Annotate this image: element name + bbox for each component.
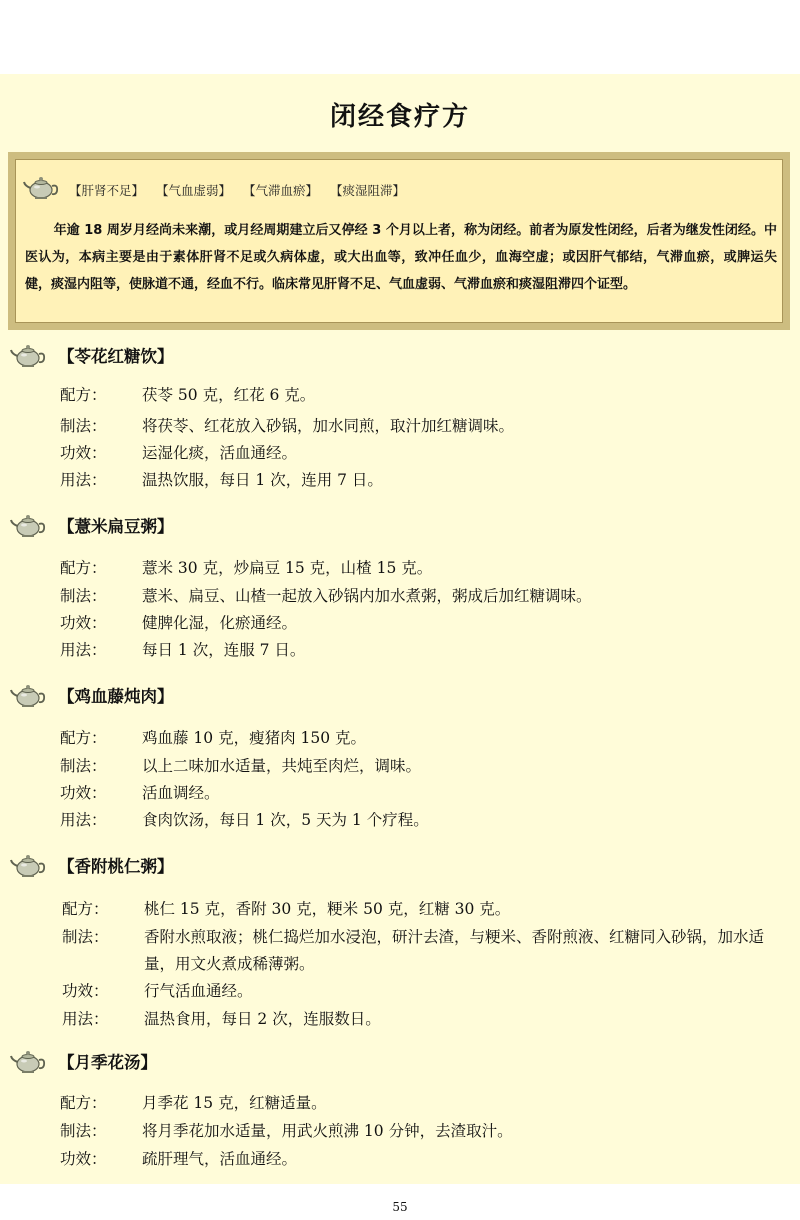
syndrome-tag: 【气血虚弱】 — [156, 183, 232, 198]
row-value: 将月季花加水适量，用武火煎沸 10 分钟，去渣取汁。 — [142, 1122, 513, 1140]
recipe-row — [60, 382, 790, 409]
recipe-row — [60, 440, 790, 467]
syndrome-list — [69, 181, 413, 199]
syndrome-tag: 【肝肾不足】 — [69, 183, 145, 198]
recipe-title: 【鸡血藤炖肉】 — [58, 687, 174, 706]
row-label: 配方： — [62, 900, 109, 918]
row-label: 制法： — [60, 587, 107, 605]
recipe-row — [60, 467, 790, 494]
recipe-header — [10, 340, 174, 370]
recipe-row — [60, 610, 790, 637]
recipe-header — [10, 510, 174, 540]
recipe-header — [10, 1046, 157, 1076]
row-value: 桃仁 15 克，香附 30 克，粳米 50 克，红糖 30 克。 — [144, 900, 511, 918]
recipe-row — [60, 555, 790, 582]
row-label: 功效： — [60, 784, 107, 802]
row-label: 功效： — [60, 444, 107, 462]
teapot-icon — [10, 681, 46, 709]
teapot-icon — [10, 511, 46, 539]
row-label: 用法： — [60, 471, 107, 489]
intro-box — [8, 152, 790, 330]
row-value: 健脾化湿，化瘀通经。 — [142, 614, 298, 632]
row-label: 功效： — [62, 982, 109, 1000]
row-label: 制法： — [62, 928, 109, 946]
row-label: 用法： — [60, 811, 107, 829]
recipe-row — [62, 896, 792, 923]
row-value: 运湿化痰，活血通经。 — [142, 444, 298, 462]
row-value: 食肉饮汤，每日 1 次，5 天为 1 个疗程。 — [142, 811, 429, 829]
syndrome-tag: 【痰湿阻滞】 — [330, 183, 406, 198]
row-label: 配方： — [60, 386, 107, 404]
teapot-icon — [23, 173, 59, 201]
row-value: 每日 1 次，连服 7 日。 — [142, 641, 306, 659]
row-value: 疏肝理气，活血通经。 — [142, 1150, 298, 1168]
row-value: 活血调经。 — [142, 784, 220, 802]
recipe-row — [60, 1090, 790, 1117]
row-label: 用法： — [60, 641, 107, 659]
page-number: 55 — [392, 1200, 408, 1214]
row-value: 温热饮服，每日 1 次，连用 7 日。 — [142, 471, 383, 489]
page-title: 闭经食疗方 — [329, 102, 470, 132]
row-value: 行气活血通经。 — [144, 982, 253, 1000]
row-label: 用法： — [62, 1010, 109, 1028]
row-label: 制法： — [60, 757, 107, 775]
recipe-row — [60, 413, 790, 440]
row-value: 茯苓 50 克，红花 6 克。 — [142, 386, 316, 404]
row-label: 功效： — [60, 1150, 107, 1168]
teapot-icon — [10, 851, 46, 879]
row-label: 配方： — [60, 729, 107, 747]
row-value: 温热食用，每日 2 次，连服数日。 — [144, 1010, 381, 1028]
recipe-row — [60, 780, 790, 807]
recipe-row — [60, 753, 790, 780]
recipe-row — [62, 1006, 792, 1033]
intro-paragraph: 年逾 18 周岁月经尚未来潮，或月经周期建立后又停经 3 个月以上者，称为闭经。前者为原发性闭经，后者为继发性闭经。中医认为，本病主要是由于素体肝肾不足或久病体虚，或大出血等，致冲任血少，血海空虚；或因肝气郁结，气滞血瘀，或脾运失健，痰湿内阻等，使脉道不通，经血不行。临床常见肝肾不足、气血虚弱、气滞血瘀和痰湿阻滞四个证型。 — [25, 223, 777, 292]
row-label: 制法： — [60, 417, 107, 435]
row-value: 薏米 30 克，炒扁豆 15 克，山楂 15 克。 — [142, 559, 433, 577]
row-value: 以上二味加水适量，共炖至肉烂，调味。 — [142, 757, 422, 775]
row-value: 鸡血藤 10 克，瘦猪肉 150 克。 — [142, 729, 367, 747]
recipe-title: 【薏米扁豆粥】 — [58, 517, 174, 536]
row-value: 将茯苓、红花放入砂锅，加水同煎，取汁加红糖调味。 — [142, 417, 515, 435]
recipe-title: 【香附桃仁粥】 — [58, 857, 174, 876]
syndrome-tag: 【气滞血瘀】 — [243, 183, 319, 198]
recipe-header — [10, 680, 174, 710]
recipe-row — [60, 807, 790, 834]
recipe-header — [10, 850, 174, 880]
row-label: 配方： — [60, 559, 107, 577]
recipe-title: 【月季花汤】 — [58, 1053, 157, 1072]
recipe-row — [62, 978, 792, 1005]
recipe-row — [62, 924, 792, 978]
row-value: 月季花 15 克，红糖适量。 — [142, 1094, 327, 1112]
row-value: 香附水煎取液；桃仁捣烂加水浸泡，研汁去渣，与粳米、香附煎液、红糖同入砂锅，加水适量，用文火煮成稀薄粥。 — [144, 928, 765, 973]
recipe-row — [60, 725, 790, 752]
teapot-icon — [10, 1047, 46, 1075]
recipe-title: 【苓花红糖饮】 — [58, 347, 174, 366]
row-label: 制法： — [60, 1122, 107, 1140]
row-value: 薏米、扁豆、山楂一起放入砂锅内加水煮粥，粥成后加红糖调味。 — [142, 587, 592, 605]
recipe-row — [60, 1118, 790, 1145]
row-label: 配方： — [60, 1094, 107, 1112]
recipe-row — [60, 583, 790, 610]
row-label: 功效： — [60, 614, 107, 632]
recipe-row — [60, 1146, 790, 1173]
recipe-row — [60, 637, 790, 664]
teapot-icon — [10, 341, 46, 369]
